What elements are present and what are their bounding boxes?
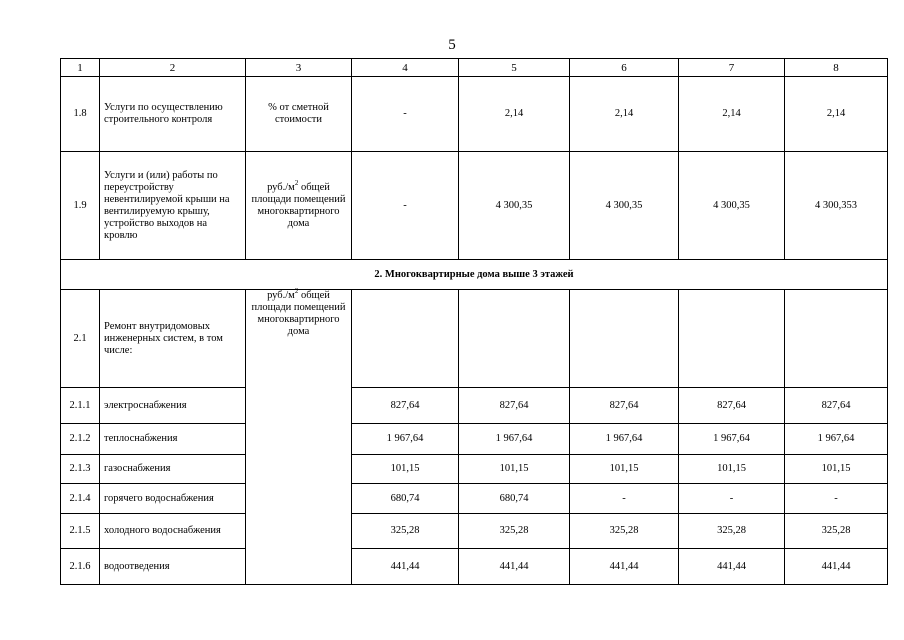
row-name: электроснабжения [100, 388, 246, 424]
value-cell: 827,64 [785, 388, 888, 424]
value-cell: 2,14 [459, 77, 570, 152]
value-cell [352, 290, 459, 388]
row-name: Услуги и (или) работы по переустройству невентилируемой крыши на вентилируемую крышу, устройство выходов на кровлю [100, 152, 246, 260]
row-name: теплоснабжения [100, 424, 246, 455]
row-name: водоотведения [100, 549, 246, 585]
value-cell: 325,28 [679, 514, 785, 549]
value-cell: 4 300,353 [785, 152, 888, 260]
column-header: 8 [785, 59, 888, 77]
column-header: 5 [459, 59, 570, 77]
superscript: 2 [294, 287, 299, 295]
row-unit: $руб./м^2$ общей площади помещений многоквартирного дома [246, 152, 352, 260]
page-number: 5 [448, 37, 456, 53]
column-header: 2 [100, 59, 246, 77]
row-unit: $руб./м^2$ общей площади помещений многоквартирного дома [246, 290, 352, 585]
value-cell: 827,64 [459, 388, 570, 424]
value-cell: - [679, 484, 785, 514]
section-title: 2. Многоквартирные дома выше 3 этажей [61, 260, 888, 290]
table-row [61, 484, 888, 514]
value-cell [785, 290, 888, 388]
row-number: 2.1.6 [61, 549, 100, 585]
column-header: 1 [61, 59, 100, 77]
value-cell: 680,74 [459, 484, 570, 514]
value-cell: 827,64 [352, 388, 459, 424]
table-row [61, 424, 888, 455]
value-cell: 680,74 [352, 484, 459, 514]
value-cell: 4 300,35 [570, 152, 679, 260]
value-cell [679, 290, 785, 388]
value-cell: 1 967,64 [679, 424, 785, 455]
value-cell: 101,15 [352, 455, 459, 484]
row-number: 1.8 [61, 77, 100, 152]
table-row [61, 152, 888, 260]
column-header: 3 [246, 59, 352, 77]
value-cell: 101,15 [459, 455, 570, 484]
value-cell: - [352, 77, 459, 152]
value-cell: 101,15 [785, 455, 888, 484]
table-row [61, 77, 888, 152]
column-header: 6 [570, 59, 679, 77]
value-cell: 1 967,64 [570, 424, 679, 455]
row-name: Ремонт внутридомовых инженерных систем, в том числе: [100, 290, 246, 388]
row-number: 2.1.2 [61, 424, 100, 455]
value-cell: 1 967,64 [785, 424, 888, 455]
value-cell: - [785, 484, 888, 514]
row-number: 1.9 [61, 152, 100, 260]
table-row [61, 388, 888, 424]
value-cell: 101,15 [679, 455, 785, 484]
table-header-row [61, 59, 888, 77]
row-name: газоснабжения [100, 455, 246, 484]
value-cell: 2,14 [570, 77, 679, 152]
row-number: 2.1.4 [61, 484, 100, 514]
value-cell: 325,28 [352, 514, 459, 549]
value-cell: 325,28 [785, 514, 888, 549]
row-number: 2.1.5 [61, 514, 100, 549]
value-cell: 441,44 [679, 549, 785, 585]
value-cell: 101,15 [570, 455, 679, 484]
table-row [61, 514, 888, 549]
section-row [61, 260, 888, 290]
row-number: 2.1 [61, 290, 100, 388]
value-cell: 2,14 [785, 77, 888, 152]
value-cell: 4 300,35 [459, 152, 570, 260]
value-cell: 1 967,64 [459, 424, 570, 455]
row-number: 2.1.1 [61, 388, 100, 424]
value-cell: 827,64 [679, 388, 785, 424]
value-cell: 441,44 [785, 549, 888, 585]
value-cell: - [570, 484, 679, 514]
table-row [61, 290, 888, 388]
table-row [61, 549, 888, 585]
value-cell: 827,64 [570, 388, 679, 424]
row-name: Услуги по осуществлению строительного контроля [100, 77, 246, 152]
value-cell: 441,44 [352, 549, 459, 585]
value-cell: 1 967,64 [352, 424, 459, 455]
column-header: 4 [352, 59, 459, 77]
row-unit: % от сметной стоимости [246, 77, 352, 152]
value-cell [570, 290, 679, 388]
value-cell: 441,44 [459, 549, 570, 585]
value-cell: 2,14 [679, 77, 785, 152]
value-cell: 441,44 [570, 549, 679, 585]
value-cell: 325,28 [459, 514, 570, 549]
value-cell: 4 300,35 [679, 152, 785, 260]
table-row [61, 455, 888, 484]
tariff-table [60, 58, 888, 585]
value-cell: - [352, 152, 459, 260]
row-number: 2.1.3 [61, 455, 100, 484]
value-cell: 325,28 [570, 514, 679, 549]
row-name: холодного водоснабжения [100, 514, 246, 549]
row-name: горячего водоснабжения [100, 484, 246, 514]
value-cell [459, 290, 570, 388]
superscript: 2 [294, 178, 299, 187]
column-header: 7 [679, 59, 785, 77]
